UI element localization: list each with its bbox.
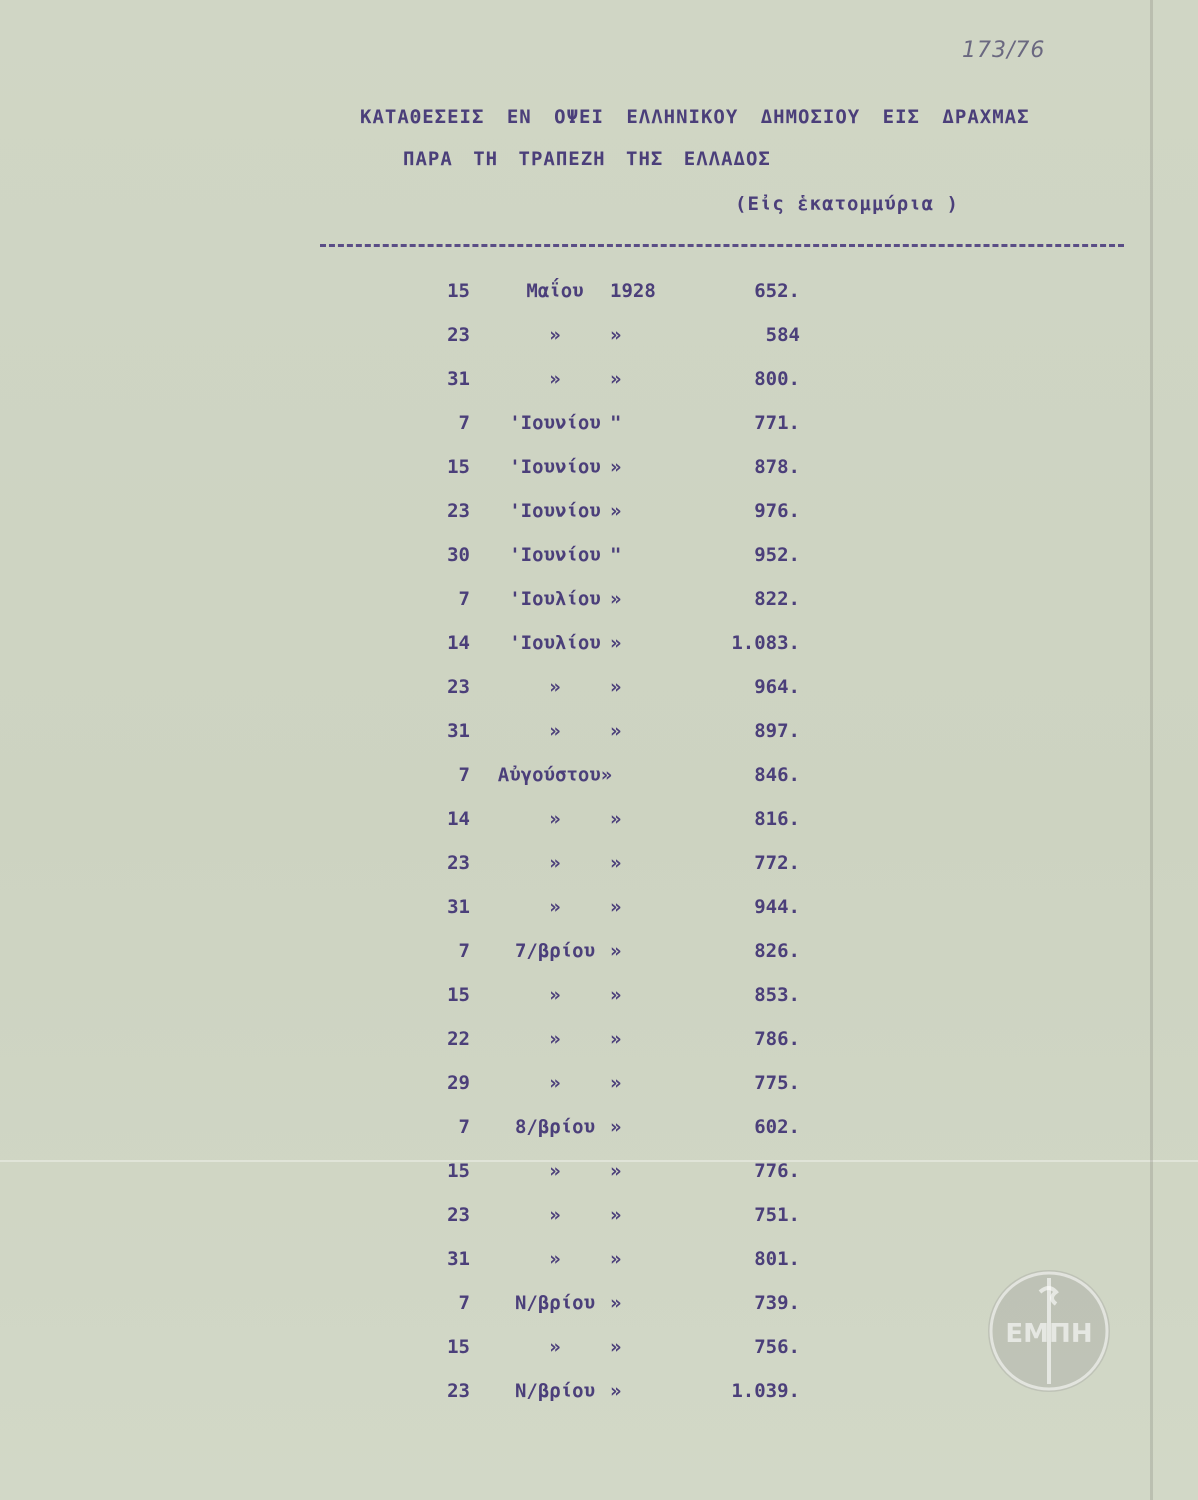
row-month: » — [549, 1028, 561, 1050]
table-row — [0, 1160, 1198, 1204]
table-row — [0, 324, 1198, 368]
row-month: » — [549, 1204, 561, 1226]
row-value: 952. — [754, 544, 800, 566]
table-row — [0, 1116, 1198, 1160]
table-row — [0, 1072, 1198, 1116]
row-day: 7 — [458, 1116, 470, 1138]
deposits-table — [0, 280, 1198, 1424]
row-month: » — [549, 852, 561, 874]
row-day: 7 — [458, 940, 470, 962]
row-month: » — [549, 1072, 561, 1094]
row-month: 'Ιουνίου — [509, 412, 601, 434]
row-year: » — [610, 940, 622, 962]
row-day: 7 — [458, 764, 470, 786]
table-row — [0, 280, 1198, 324]
row-year: » — [610, 368, 622, 390]
row-year: » — [610, 1248, 622, 1270]
row-year: » — [610, 720, 622, 742]
table-row — [0, 368, 1198, 412]
row-day: 23 — [447, 1380, 470, 1402]
row-month: » — [549, 984, 561, 1006]
table-row — [0, 896, 1198, 940]
row-value: 584 — [765, 324, 800, 346]
row-value: 775. — [754, 1072, 800, 1094]
row-day: 31 — [447, 368, 470, 390]
title-line-1: ΚΑΤΑΘΕΣΕΙΣ ΕΝ ΟΨΕΙ ΕΛΛΗΝΙΚΟΥ ΔΗΜΟΣΙΟΥ ΕΙΣ ΔΡΑΧΜΑΣ — [360, 106, 1030, 128]
row-year: » — [610, 1292, 622, 1314]
row-year: » — [610, 676, 622, 698]
row-day: 15 — [447, 1336, 470, 1358]
row-value: 822. — [754, 588, 800, 610]
row-value: 853. — [754, 984, 800, 1006]
row-year: » — [610, 456, 622, 478]
row-year: » — [610, 1116, 622, 1138]
row-year: » — [610, 500, 622, 522]
row-year: " — [610, 544, 622, 566]
row-value: 897. — [754, 720, 800, 742]
row-month: 'Ιουλίου — [509, 632, 601, 654]
row-year: » — [610, 984, 622, 1006]
row-value: 756. — [754, 1336, 800, 1358]
row-year: » — [610, 324, 622, 346]
row-day: 31 — [447, 720, 470, 742]
row-value: 786. — [754, 1028, 800, 1050]
row-day: 23 — [447, 676, 470, 698]
row-month: » — [549, 676, 561, 698]
row-day: 14 — [447, 632, 470, 654]
table-row — [0, 764, 1198, 808]
row-year: " — [610, 412, 622, 434]
row-value: 801. — [754, 1248, 800, 1270]
row-month: 'Ιουλίου — [509, 588, 601, 610]
row-month: » — [549, 896, 561, 918]
row-month: » — [549, 808, 561, 830]
row-value: 652. — [754, 280, 800, 302]
row-month: » — [549, 324, 561, 346]
units-note: (Εἰς ἑκατομμύρια ) — [735, 193, 959, 215]
row-month: » — [549, 368, 561, 390]
row-month: 'Ιουνίου — [509, 500, 601, 522]
row-year: » — [610, 1160, 622, 1182]
table-row — [0, 412, 1198, 456]
row-day: 7 — [458, 1292, 470, 1314]
table-row — [0, 808, 1198, 852]
table-row — [0, 588, 1198, 632]
table-row — [0, 500, 1198, 544]
table-row — [0, 1028, 1198, 1072]
row-day: 15 — [447, 1160, 470, 1182]
table-row — [0, 984, 1198, 1028]
row-month: » — [549, 1336, 561, 1358]
row-month: Ν/βρίου — [514, 1292, 596, 1314]
row-value: 739. — [754, 1292, 800, 1314]
row-value: 1.039. — [731, 1380, 800, 1402]
row-value: 751. — [754, 1204, 800, 1226]
dashed-rule — [320, 244, 1124, 247]
table-row — [0, 632, 1198, 676]
row-day: 14 — [447, 808, 470, 830]
row-day: 15 — [447, 984, 470, 1006]
row-year: 1928 — [610, 280, 656, 302]
row-year: » — [610, 1204, 622, 1226]
row-value: 816. — [754, 808, 800, 830]
table-row — [0, 852, 1198, 896]
row-month: 'Ιουνίου — [509, 544, 601, 566]
archive-seal-icon — [988, 1270, 1110, 1392]
seal-label: ΕΜΠΗ — [1005, 1319, 1093, 1349]
row-value: 878. — [754, 456, 800, 478]
row-year: » — [610, 808, 622, 830]
table-row — [0, 720, 1198, 764]
row-year: » — [610, 1380, 622, 1402]
row-value: 771. — [754, 412, 800, 434]
row-day: 31 — [447, 896, 470, 918]
title-line-2: ΠΑΡΑ ΤΗ ΤΡΑΠΕΖΗ ΤΗΣ ΕΛΛΑΔΟΣ — [403, 148, 771, 170]
row-month: 8/βρίου — [514, 1116, 596, 1138]
row-value: 602. — [754, 1116, 800, 1138]
row-month: » — [549, 1160, 561, 1182]
row-month: 'Ιουνίου — [509, 456, 601, 478]
row-year: » — [610, 1336, 622, 1358]
row-value: 846. — [754, 764, 800, 786]
row-day: 23 — [447, 852, 470, 874]
table-row — [0, 544, 1198, 588]
row-day: 15 — [447, 456, 470, 478]
row-day: 31 — [447, 1248, 470, 1270]
row-value: 772. — [754, 852, 800, 874]
row-value: 826. — [754, 940, 800, 962]
row-day: 29 — [447, 1072, 470, 1094]
seal-graphic — [988, 1270, 1110, 1392]
row-day: 22 — [447, 1028, 470, 1050]
row-day: 7 — [458, 412, 470, 434]
row-value: 944. — [754, 896, 800, 918]
row-day: 7 — [458, 588, 470, 610]
row-day: 23 — [447, 1204, 470, 1226]
table-row — [0, 676, 1198, 720]
table-row — [0, 940, 1198, 984]
row-year: » — [610, 896, 622, 918]
table-row — [0, 1204, 1198, 1248]
row-month: » — [549, 1248, 561, 1270]
row-year: » — [610, 588, 622, 610]
archive-reference: 173/76 — [962, 38, 1046, 63]
row-month: » — [549, 720, 561, 742]
row-value: 776. — [754, 1160, 800, 1182]
row-month: Ν/βρίου — [514, 1380, 596, 1402]
row-day: 30 — [447, 544, 470, 566]
row-year: » — [610, 852, 622, 874]
row-day: 15 — [447, 280, 470, 302]
row-day: 23 — [447, 324, 470, 346]
table-row — [0, 456, 1198, 500]
row-month: Μαΐου — [526, 280, 584, 302]
row-value: 964. — [754, 676, 800, 698]
row-value: 976. — [754, 500, 800, 522]
row-year: » — [610, 1028, 622, 1050]
row-year: » — [610, 1072, 622, 1094]
row-value: 1.083. — [731, 632, 800, 654]
row-month: 7/βρίου — [514, 940, 596, 962]
row-month: Αὐγούστου» — [497, 764, 613, 786]
row-value: 800. — [754, 368, 800, 390]
row-year: » — [610, 632, 622, 654]
row-day: 23 — [447, 500, 470, 522]
